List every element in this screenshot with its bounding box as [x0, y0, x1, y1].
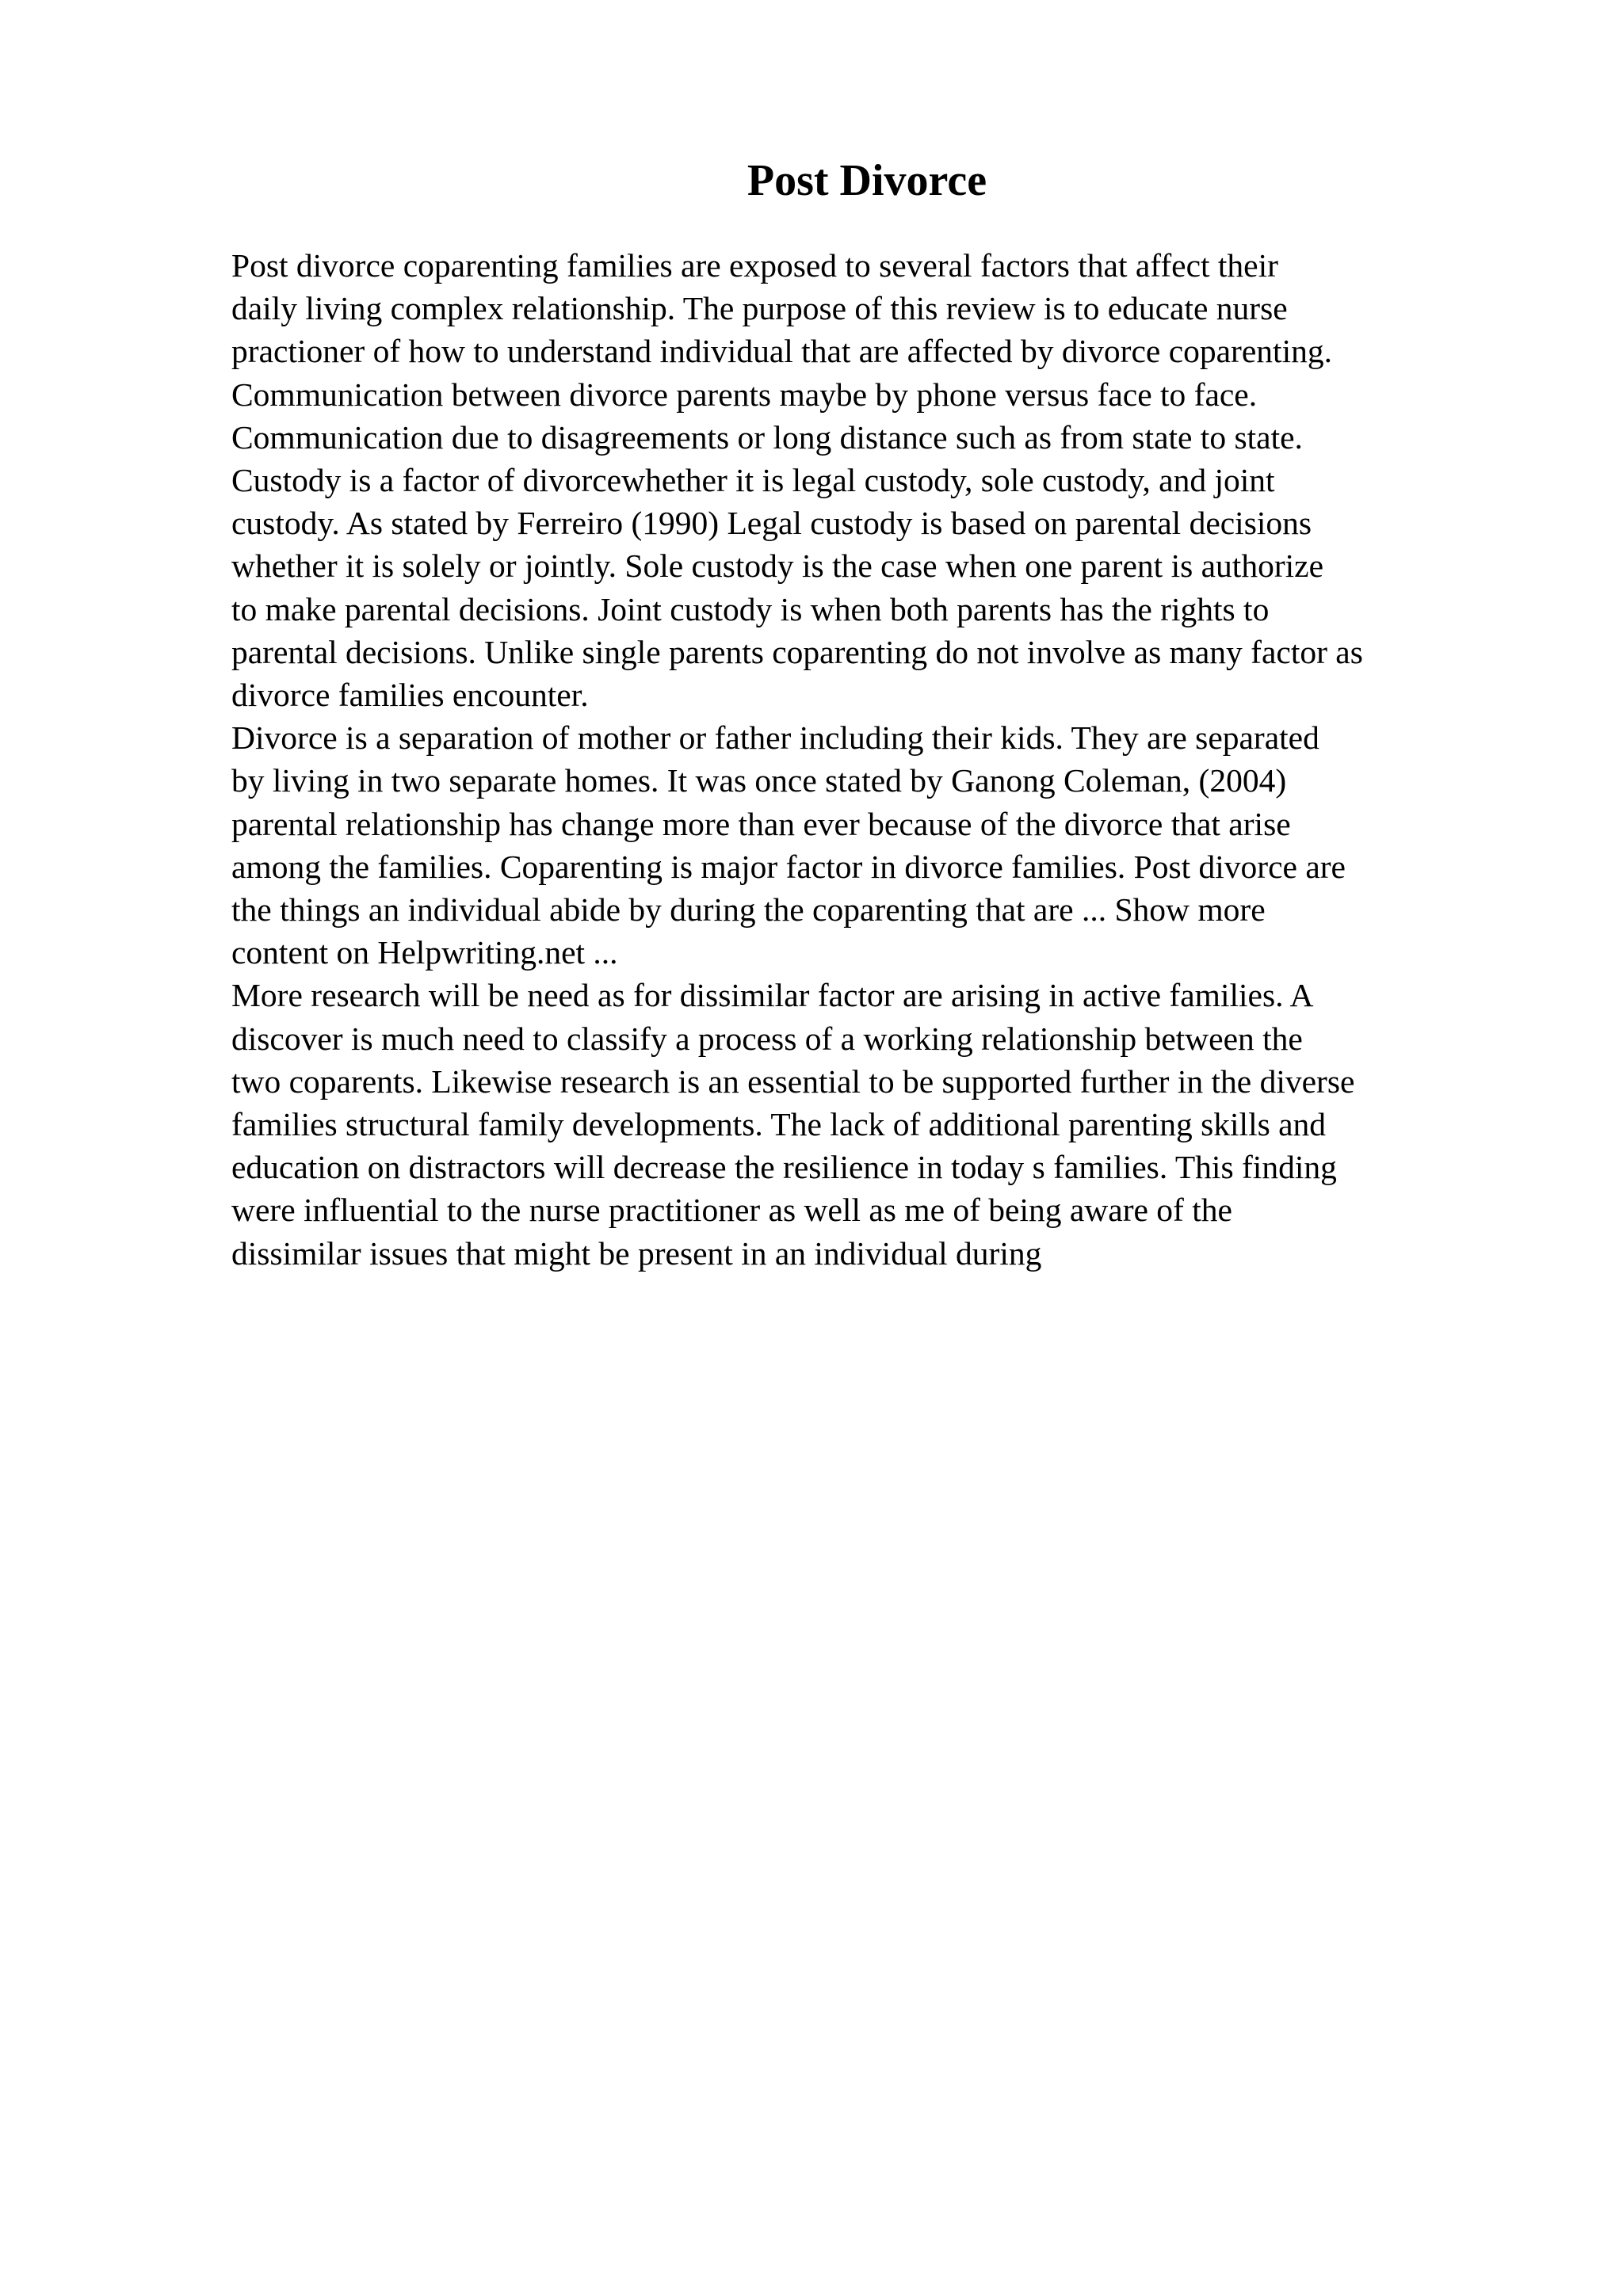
- text-line: dissimilar issues that might be present in an individual during: [231, 1234, 1042, 1272]
- text-line: were influential to the nurse practitioner as well as me of being aware of the: [231, 1192, 1232, 1229]
- text-line: More research will be need as for dissimilar factor are arising in active families. A: [231, 977, 1314, 1014]
- text-line: Custody is a factor of divorcewhether it is legal custody, sole custody, and joint: [231, 462, 1275, 499]
- text-line: discover is much need to classify a process of a working relationship between the: [231, 1020, 1303, 1057]
- text-line: among the families. Coparenting is major factor in divorce families. Post divorce are: [231, 848, 1346, 885]
- text-line: parental decisions. Unlike single parents coparenting do not involve as many factor as: [231, 633, 1363, 670]
- text-line: Post divorce coparenting families are exposed to several factors that affect their: [231, 247, 1278, 284]
- body-text: [231, 244, 1515, 1275]
- text-line: to make parental decisions. Joint custody is when both parents has the rights to: [231, 590, 1270, 627]
- text-line: Divorce is a separation of mother or father including their kids. They are separated: [231, 719, 1319, 757]
- text-line: parental relationship has change more than ever because of the divorce that arise: [231, 805, 1291, 842]
- text-line: Communication due to disagreements or long distance such as from state to state.: [231, 418, 1303, 456]
- text-line: education on distractors will decrease the resilience in today s families. This finding: [231, 1149, 1337, 1186]
- text-line: custody. As stated by Ferreiro (1990) Legal custody is based on parental decisions: [231, 505, 1312, 542]
- text-line: content on Helpwriting.net ...: [231, 934, 618, 971]
- text-line: families structural family developments. The lack of additional parenting skills and: [231, 1106, 1327, 1143]
- text-line: divorce families encounter.: [231, 677, 589, 714]
- text-line: Communication between divorce parents maybe by phone versus face to face.: [231, 376, 1258, 413]
- text-line: daily living complex relationship. The purpose of this review is to educate nurse: [231, 290, 1288, 327]
- text-line: the things an individual abide by during the coparenting that are ... Show more: [231, 891, 1266, 929]
- text-line: by living in two separate homes. It was once stated by Ganong Coleman, (2004): [231, 762, 1287, 799]
- page-title: Post Divorce: [747, 156, 987, 205]
- text-line: whether it is solely or jointly. Sole custody is the case when one parent is authorize: [231, 547, 1324, 585]
- text-line: two coparents. Likewise research is an essential to be supported further in the diverse: [231, 1062, 1355, 1100]
- text-line: practioner of how to understand individual that are affected by divorce coparenting.: [231, 333, 1332, 370]
